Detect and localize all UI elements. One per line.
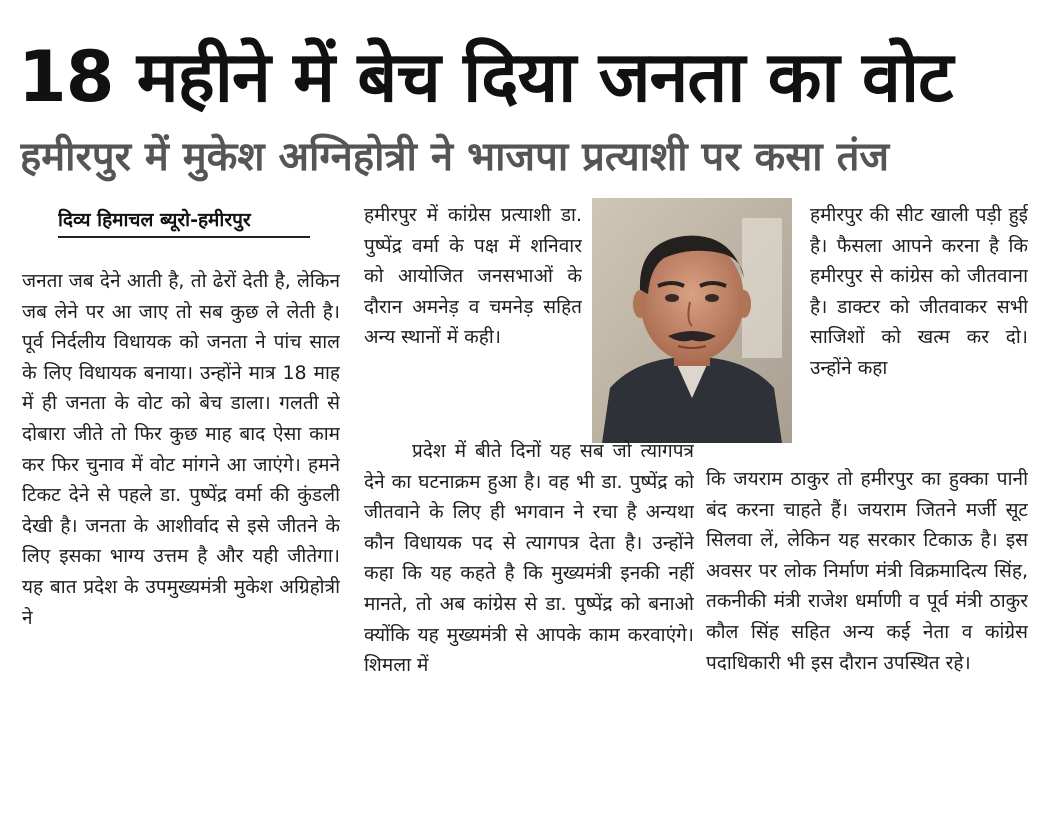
- article-column-2-bottom: [364, 436, 694, 808]
- article-column-3-top: [810, 200, 1028, 460]
- politician-portrait-photo: [592, 198, 792, 443]
- headline: 18 महीने में बेच दिया जनता का वोट: [18, 36, 953, 118]
- portrait-illustration: [592, 198, 792, 443]
- column-2-bottom-text: प्रदेश में बीते दिनों यह सब जो त्यागपत्र देने का घटनाक्रम हुआ है। वह भी डा. पुष्पेंद्र को जीतवाने के लिए ही भगवान ने रचा है अन्यथा कौन विधायक पद से त्यागपत्र देता है। उन्होंने कहा कि यह कहते है कि मुख्यमंत्री इनकी नहीं मानते, तो अब कांग्रेस से डा. पुष्पेंद्र को बनाओ क्योंकि यह मुख्यमंत्री से आपके काम करवाएंगे। शिमला में: [364, 440, 694, 677]
- column-3-top-text: हमीरपुर की सीट खाली पड़ी हुई है। फैसला आपने करना है कि हमीरपुर से कांग्रेस को जीतवाना है। डाक्टर को जीतवाकर सभी साजिशों को खत्म कर दो। उन्होंने कहा: [810, 204, 1028, 379]
- byline-underline: [58, 236, 310, 238]
- article-column-2-top: [364, 200, 582, 428]
- column-2-top-text: हमीरपुर में कांग्रेस प्रत्याशी डा. पुष्पेंद्र वर्मा के पक्ष में शनिवार को आयोजित जनसभाओं के दौरान अमनेड़ व चमनेड़ सहित अन्य स्थानों में कही।: [364, 204, 582, 349]
- article-column-3-bottom: [706, 464, 1028, 808]
- subheadline: हमीरपुर में मुकेश अग्निहोत्री ने भाजपा प्रत्याशी पर कसा तंज: [20, 134, 890, 180]
- column-3-bottom-text: कि जयराम ठाकुर तो हमीरपुर का हुक्का पानी बंद करना चाहते हैं। जयराम जितने मर्जी सूट सिलवा लें, लेकिन यह सरकार टिकाऊ है। इस अवसर पर लोक निर्माण मंत्री विक्रमादित्य सिंह, तकनीकी मंत्री राजेश धर्माणी व पूर्व मंत्री ठाकुर कौल सिंह सहित अन्य कई नेता व कांग्रेस पदाधिकारी भी इस दौरान उपस्थित रहे।: [706, 468, 1028, 674]
- article-column-1: [22, 266, 340, 806]
- column-1-text: जनता जब देने आती है, तो ढेरों देती है, लेकिन जब लेने पर आ जाए तो सब कुछ ले लेती है। पूर्व निर्दलीय विधायक को जनता ने पांच साल के लिए विधायक बनाया। उन्होंने मात्र 18 माह में ही जनता के वोट को बेच डाला। गलती से दोबारा जीते तो फिर कुछ माह बाद ऐसा काम कर फिर चुनाव में वोट मांगने आ जाएंगे। हमने टिकट देने से पहले डा. पुष्पेंद्र वर्मा की कुंडली देखी है। जनता के आशीर्वाद से इसे जीतने के लिए इसका भाग्य उत्तम है और यही जीतेगा। यह बात प्रदेश के उपमुख्यमंत्री मुकेश अग्रिहोत्री ने: [22, 270, 340, 629]
- byline: दिव्य हिमाचल ब्यूरो-हमीरपुर: [58, 209, 251, 231]
